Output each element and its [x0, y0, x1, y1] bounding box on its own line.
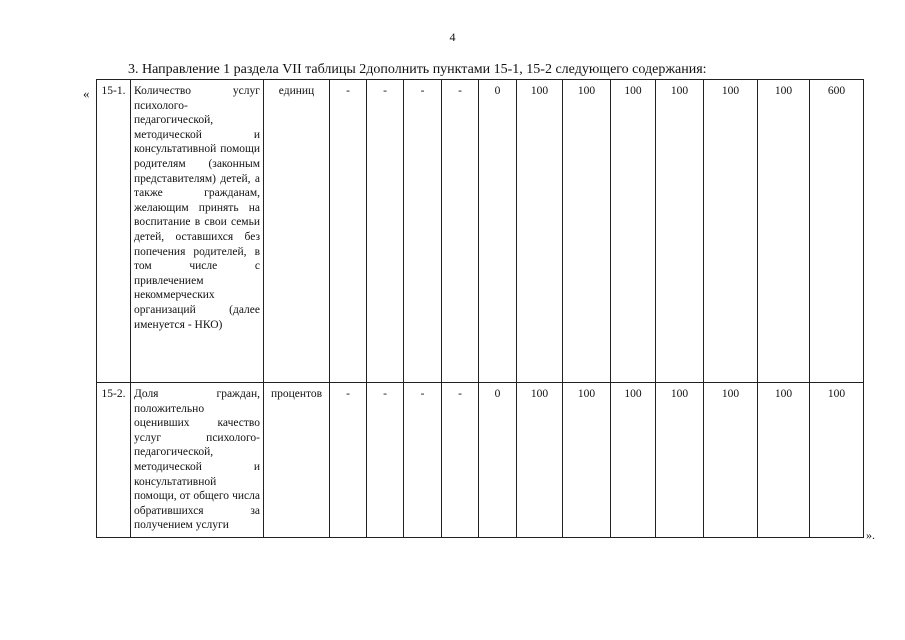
value-cell: - [404, 383, 442, 538]
row-description: Доля граждан, положительно оценивших качество услуг психолого-педагогической, методической и консультативной помощи, от общего числа обратившихся за получением услуги [131, 383, 264, 538]
value-cell: 100 [758, 383, 810, 538]
value-cell: 100 [656, 80, 704, 383]
value-cell: 100 [517, 383, 563, 538]
value-cell: 0 [479, 80, 517, 383]
row-unit: процентов [264, 383, 330, 538]
value-cell: 100 [704, 383, 758, 538]
value-cell: - [442, 80, 479, 383]
closing-quote: ». [866, 528, 875, 542]
page-number: 4 [449, 30, 456, 44]
value-cell: - [367, 383, 404, 538]
row-number: 15-2. [97, 383, 131, 538]
value-cell: 0 [479, 383, 517, 538]
indicators-table [96, 79, 864, 538]
value-cell: 100 [810, 383, 864, 538]
value-cell: - [367, 80, 404, 383]
row-unit: единиц [264, 80, 330, 383]
row-description: Количество услуг психолого-педагогической, методической и консультативной помощи родителям (законным представителям) детей, а также гражданам, желающим принять на воспитание в свои семьи детей, оставшихся без попечения родителей, в том числе с привлечением некоммерческих организаций (далее именуется - НКО) [131, 80, 264, 383]
value-cell: 100 [517, 80, 563, 383]
value-cell: - [330, 80, 367, 383]
value-cell: - [330, 383, 367, 538]
row-number: 15-1. [97, 80, 131, 383]
value-cell: - [404, 80, 442, 383]
value-cell: - [442, 383, 479, 538]
value-cell: 100 [611, 383, 656, 538]
value-cell: 100 [704, 80, 758, 383]
intro-paragraph: 3. Направление 1 раздела VII таблицы 2дополнить пунктами 15-1, 15-2 следующего содержания: [128, 62, 707, 77]
table-row [97, 383, 864, 538]
value-cell: 100 [758, 80, 810, 383]
opening-quote: « [83, 86, 90, 101]
value-cell: 600 [810, 80, 864, 383]
value-cell: 100 [656, 383, 704, 538]
value-cell: 100 [563, 383, 611, 538]
table-row [97, 80, 864, 383]
value-cell: 100 [563, 80, 611, 383]
value-cell: 100 [611, 80, 656, 383]
